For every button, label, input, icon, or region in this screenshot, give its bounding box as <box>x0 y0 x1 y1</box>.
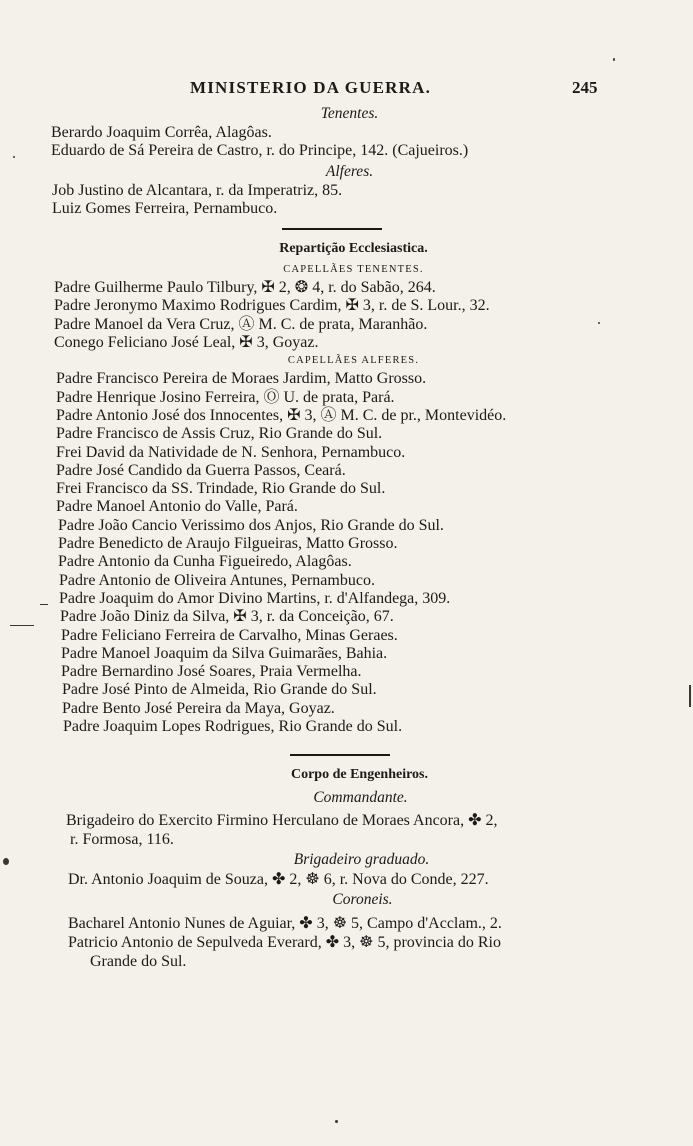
entry-line: Grande do Sul. <box>90 953 187 971</box>
section-rule <box>282 228 382 230</box>
list-item: Padre Manoel Antonio do Valle, Pará. <box>56 498 298 516</box>
page-content <box>0 103 693 971</box>
list-item: Padre Antonio da Cunha Figueiredo, Alagôas. <box>58 553 352 571</box>
list-item: Padre João Cancio Verissimo dos Anjos, Rio Grande do Sul. <box>58 516 444 534</box>
entry-line: Brigadeiro do Exercito Firmino Herculano de Moraes Ancora, ✤ 2, <box>66 812 498 830</box>
list-item: Padre Manoel da Vera Cruz, Ⓐ M. C. de prata, Maranhão. <box>54 315 428 333</box>
list-item: Padre Joaquim Lopes Rodrigues, Rio Grande do Sul. <box>63 718 403 736</box>
commandante-entry <box>0 811 693 849</box>
entry-line: r. Formosa, 116. <box>70 831 174 849</box>
ink-speck <box>3 858 9 865</box>
list-item: Frei Francisco da SS. Trindade, Rio Grande do Sul. <box>56 480 386 498</box>
list-item: Padre Guilherme Paulo Tilbury, ✠ 2, ❂ 4, r. do Sabão, 264. <box>54 279 436 297</box>
ink-speck <box>613 58 615 61</box>
section-rule <box>290 754 390 756</box>
list-item: Padre Henrique Josino Ferreira, Ⓞ U. de prata, Pará. <box>56 388 395 406</box>
coroneis-list <box>0 914 693 971</box>
ink-speck <box>13 156 15 158</box>
capellaes-tenentes-heading: CAPELLÃES TENENTES. <box>283 264 424 276</box>
brigadeiro-entry <box>0 870 693 889</box>
list-item: Padre Benedicto de Araujo Filgueiras, Matto Grosso. <box>58 535 398 553</box>
list-item: Padre Jeronymo Maximo Rodrigues Cardim, ✠ 3, r. de S. Lour., 32. <box>54 297 490 315</box>
ink-speck <box>40 604 48 605</box>
list-item: Padre Antonio José dos Innocentes, ✠ 3, Ⓐ M. C. de pr., Montevidéo. <box>56 406 507 424</box>
list-item: Conego Feliciano José Leal, ✠ 3, Goyaz. <box>54 334 319 352</box>
list-item: Padre Bento José Pereira da Maya, Goyaz. <box>62 699 335 717</box>
list-item: Padre João Diniz da Silva, ✠ 3, r. da Conceição, 67. <box>60 608 394 626</box>
list-item: Padre José Pinto de Almeida, Rio Grande do Sul. <box>62 681 377 699</box>
ink-speck <box>689 685 691 707</box>
tenentes-list <box>0 124 693 161</box>
list-item: Padre Antonio de Oliveira Antunes, Pernambuco. <box>59 571 375 589</box>
tenentes-heading: Tenentes. <box>320 105 379 122</box>
list-item: Padre Feliciano Ferreira de Carvalho, Minas Geraes. <box>61 626 398 644</box>
capellaes-alferes-list <box>0 370 693 736</box>
list-item: Luiz Gomes Ferreira, Pernambuco. <box>52 199 278 217</box>
reparticao-heading: Repartição Ecclesiastica. <box>279 241 428 257</box>
page-number: 245 <box>572 78 598 97</box>
list-item: Padre Manoel Joaquim da Silva Guimarães, Bahia. <box>61 644 388 662</box>
brigadeiro-heading: Brigadeiro graduado. <box>293 851 430 869</box>
capellaes-tenentes-list <box>0 279 693 352</box>
coroneis-heading: Coroneis. <box>332 891 393 909</box>
alferes-heading: Alferes. <box>325 162 374 180</box>
list-item: Padre Joaquim do Amor Divino Martins, r. d'Alfandega, 309. <box>59 589 451 607</box>
corpo-heading: Corpo de Engenheiros. <box>290 767 429 783</box>
list-item: Padre Francisco Pereira de Moraes Jardim, Matto Grosso. <box>56 370 427 388</box>
ink-speck <box>335 1120 338 1123</box>
ink-speck <box>598 322 600 324</box>
list-item: Eduardo de Sá Pereira de Castro, r. do Principe, 142. (Cajueiros.) <box>51 142 469 160</box>
page-header <box>0 78 693 100</box>
capellaes-alferes-heading: CAPELLÃES ALFERES. <box>287 355 420 367</box>
list-item: Berardo Joaquim Corrêa, Alagôas. <box>51 124 272 141</box>
alferes-list <box>0 182 693 219</box>
entry-line: Dr. Antonio Joaquim de Souza, ✤ 2, ☸ 6, r. Nova do Conde, 227. <box>68 871 489 889</box>
list-item: Frei David da Natividade de N. Senhora, Pernambuco. <box>56 443 406 461</box>
ink-speck <box>10 625 34 626</box>
list-item: Padre José Candido da Guerra Passos, Ceará. <box>56 461 346 479</box>
entry-line: Patricio Antonio de Sepulveda Everard, ✤ 3, ☸ 5, provincia do Rio <box>68 934 501 952</box>
running-title: MINISTERIO DA GUERRA. <box>190 78 432 97</box>
entry-line: Bacharel Antonio Nunes de Aguiar, ✤ 3, ☸ 5, Campo d'Acclam., 2. <box>68 915 502 933</box>
commandante-heading: Commandante. <box>313 789 408 807</box>
list-item: Padre Bernardino José Soares, Praia Vermelha. <box>61 663 362 681</box>
list-item: Padre Francisco de Assis Cruz, Rio Grande do Sul. <box>56 425 383 443</box>
list-item: Job Justino de Alcantara, r. da Imperatriz, 85. <box>52 181 343 199</box>
